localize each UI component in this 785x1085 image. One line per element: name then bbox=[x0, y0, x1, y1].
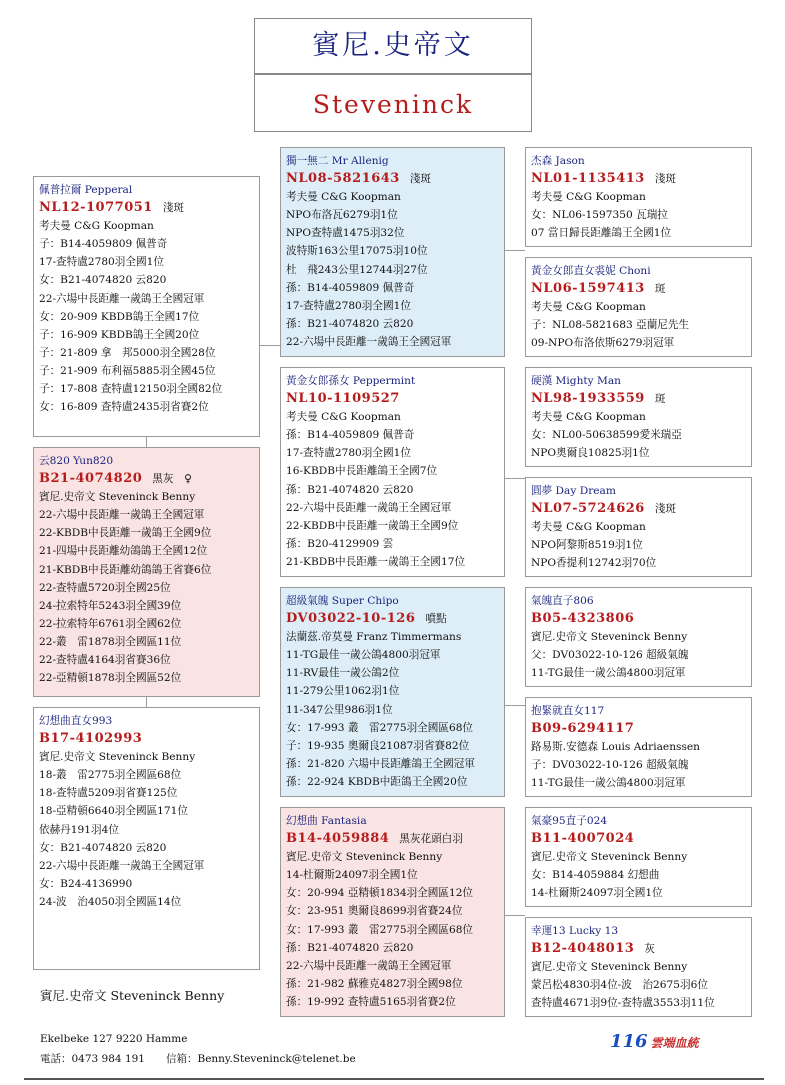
pigeon-name: 黃金女郎孫女 Peppermint bbox=[286, 375, 416, 387]
pedigree-line: 賓尼.史帝文 Steveninck Benny bbox=[286, 851, 443, 864]
ring-number-text: B12-4048013 bbox=[531, 941, 635, 957]
plumage-color: 淺斑 bbox=[654, 173, 677, 186]
ring-number-text: B14-4059884 bbox=[286, 831, 390, 847]
pedigree-line: 子：16-909 KBDB鴿王全國20位 bbox=[39, 328, 200, 341]
pedigree-line: 子：19-935 奧爾良21087羽省賽82位 bbox=[286, 739, 470, 752]
ring-number bbox=[39, 730, 254, 748]
plumage-color: 噴點 bbox=[425, 613, 447, 626]
ring-number bbox=[286, 390, 499, 408]
pedigree-line: 查特盧4671羽9位-查特盧3553羽11位 bbox=[531, 997, 715, 1010]
ring-number bbox=[531, 720, 746, 738]
pedigree-line: 孫：19-992 查特盧5165羽省賽2位 bbox=[286, 995, 456, 1008]
pedigree-line: 波特斯163公里17075羽10位 bbox=[286, 245, 428, 258]
pigeon-name: 幻想曲直女993 bbox=[39, 715, 113, 727]
ring-number bbox=[531, 390, 746, 408]
pedigree-card-q806 bbox=[525, 587, 752, 687]
logo-number: 116 bbox=[610, 1031, 648, 1052]
pigeon-name: 杰森 Jason bbox=[531, 155, 585, 167]
pedigree-line: 賓尼.史帝文 Steveninck Benny bbox=[39, 491, 196, 504]
plumage-color: 斑 bbox=[654, 393, 666, 406]
ring-number bbox=[286, 830, 499, 848]
connector bbox=[505, 478, 525, 479]
connector bbox=[505, 915, 525, 916]
pedigree-line: 子：DV03022-10-126 超級氣魄 bbox=[531, 759, 689, 772]
pedigree-line: 考夫曼 C&G Koopman bbox=[531, 411, 646, 424]
pedigree-line: 22-六場中長距離一歲鴿王全國冠軍 bbox=[286, 501, 452, 514]
pedigree-line: 22-KBDB中長距離一歲鴿王全國9位 bbox=[39, 527, 212, 540]
ring-number-text: NL06-1597413 bbox=[531, 281, 645, 297]
pedigree-line: 22-六場中長距離一歲鴿王全國冠軍 bbox=[286, 959, 452, 972]
pedigree-line: 子：21-809 拿 邦5000羽全國28位 bbox=[39, 346, 216, 359]
ring-number bbox=[531, 830, 746, 848]
pedigree-card-super-chipo bbox=[280, 587, 505, 797]
pedigree-line: 孫：B21-4074820 云820 bbox=[286, 483, 414, 496]
pedigree-card-q024 bbox=[525, 807, 752, 907]
pedigree-line: 女：23-951 奧爾良8699羽省賽24位 bbox=[286, 905, 463, 918]
pedigree-line: 孫：22-924 KBDB中距鴿王全國20位 bbox=[286, 775, 468, 788]
ring-number-text: B05-4323806 bbox=[531, 611, 635, 627]
pedigree-line: 女：20-994 亞精頓1834羽全國區12位 bbox=[286, 887, 474, 900]
ring-number bbox=[286, 170, 499, 188]
pedigree-line: NPO查特盧1475羽32位 bbox=[286, 227, 405, 240]
pedigree-line: 22-查特盧4164羽省賽36位 bbox=[39, 654, 171, 667]
pedigree-line: 17-查特盧2780羽全國1位 bbox=[286, 299, 411, 312]
pedigree-line: 子：NL08-5821683 亞蘭尼先生 bbox=[531, 319, 690, 332]
ring-number-text: DV03022-10-126 bbox=[286, 611, 416, 627]
pedigree-line: 女：NL00-50638599愛米瑞亞 bbox=[531, 429, 682, 442]
pedigree-line: 蒙呂松4830羽4位-波 治2675羽6位 bbox=[531, 979, 708, 992]
ring-number bbox=[531, 610, 746, 628]
pedigree-card-sire bbox=[280, 147, 505, 357]
connector bbox=[146, 697, 147, 707]
plumage-color: 灰 bbox=[644, 943, 655, 956]
plumage-color: 斑 bbox=[654, 283, 666, 296]
ring-number bbox=[531, 280, 746, 298]
cloud-pedigree-logo bbox=[610, 1031, 699, 1052]
ring-number-text: NL12-1077051 bbox=[39, 200, 153, 216]
pedigree-card-subject bbox=[33, 176, 260, 437]
pigeon-name: 獨一無二 Mr Allenig bbox=[286, 155, 389, 167]
pedigree-line: 孫：B20-4129909 雲 bbox=[286, 537, 394, 550]
pigeon-name: 超級氣魄 Super Chipo bbox=[286, 595, 399, 607]
pedigree-line: 21-四場中長距離幼鴿鴿王全國12位 bbox=[39, 545, 208, 558]
ring-number-text: B21-4074820 bbox=[39, 471, 143, 487]
pedigree-line: 18-查特盧5209羽省賽125位 bbox=[39, 787, 178, 800]
pedigree-line: 17-查特盧2780羽全國1位 bbox=[39, 256, 164, 269]
plumage-color: 黑灰花頭白羽 bbox=[399, 833, 463, 846]
pedigree-card-fantasy993 bbox=[33, 707, 260, 970]
pedigree-line: 14-杜爾斯24097羽全國1位 bbox=[531, 887, 663, 900]
connector bbox=[260, 345, 280, 346]
pedigree-line: 22-叢 雷1878羽全國區11位 bbox=[39, 635, 182, 648]
pigeon-name: 佩普拉爾 Pepperal bbox=[39, 184, 133, 196]
pedigree-line: 考夫曼 C&G Koopman bbox=[286, 191, 401, 204]
ring-number bbox=[531, 940, 746, 958]
pedigree-line: 女：B14-4059884 幻想曲 bbox=[531, 869, 660, 882]
connector bbox=[505, 705, 525, 706]
owner-name: 賓尼.史帝文 Steveninck Benny bbox=[40, 988, 225, 1003]
address: Ekelbeke 127 9220 Hamme bbox=[40, 1033, 188, 1045]
pedigree-line: 07 當日歸長距離鴿王全國1位 bbox=[531, 227, 672, 240]
pedigree-line: 賓尼.史帝文 Steveninck Benny bbox=[531, 631, 688, 644]
pedigree-line: 女：NL06-1597350 瓦瑞拉 bbox=[531, 209, 668, 222]
pedigree-line: 女：16-809 查特盧2435羽省賽2位 bbox=[39, 401, 209, 414]
pedigree-line: 17-查特盧2780羽全國1位 bbox=[286, 447, 411, 460]
pigeon-name: 幻想曲 Fantasia bbox=[286, 815, 367, 827]
pedigree-card-fantasia bbox=[280, 807, 505, 1017]
ring-number bbox=[531, 170, 746, 188]
contact-info: 電話：0473 984 191 信箱：Benny.Steveninck@telenet.be bbox=[40, 1053, 356, 1065]
pedigree-line: NPO香提利12742羽70位 bbox=[531, 557, 657, 570]
pedigree-line: 考夫曼 C&G Koopman bbox=[531, 191, 646, 204]
pedigree-line: 18-亞精頓6640羽全國區171位 bbox=[39, 805, 188, 818]
pedigree-line: 11-TG最佳一歲公鴿4800羽冠軍 bbox=[531, 667, 686, 680]
ring-number bbox=[39, 470, 254, 488]
ring-number-text: NL07-5724626 bbox=[531, 501, 645, 517]
pedigree-line: 法蘭茲.帝莫曼 Franz Timmermans bbox=[286, 631, 462, 644]
pedigree-line: 賓尼.史帝文 Steveninck Benny bbox=[531, 851, 688, 864]
pedigree-line: 考夫曼 C&G Koopman bbox=[39, 220, 154, 233]
pedigree-line: 22-拉索特年6761羽全國62位 bbox=[39, 617, 182, 630]
pedigree-line: 孫：B21-4074820 云820 bbox=[286, 317, 414, 330]
pedigree-line: 考夫曼 C&G Koopman bbox=[531, 521, 646, 534]
pedigree-line: 女：20-909 KBDB鴿王全國17位 bbox=[39, 310, 200, 323]
pedigree-line: 16-KBDB中長距離鴿王全國7位 bbox=[286, 465, 438, 478]
pedigree-line: 賓尼.史帝文 Steveninck Benny bbox=[531, 961, 688, 974]
pedigree-line: 女：17-993 叢 雷2775羽全國區68位 bbox=[286, 721, 474, 734]
pigeon-name: 硬漢 Mighty Man bbox=[531, 375, 621, 387]
pedigree-line: 女：B21-4074820 云820 bbox=[39, 274, 167, 287]
pigeon-name: 氣魄直子806 bbox=[531, 595, 594, 607]
ring-number-text: B09-6294117 bbox=[531, 721, 635, 737]
pedigree-line: 孫：B21-4074820 云820 bbox=[286, 941, 414, 954]
pedigree-line: 父：DV03022-10-126 超級氣魄 bbox=[531, 649, 689, 662]
pedigree-line: 22-六場中長距離一歲鴿王全國冠軍 bbox=[39, 292, 205, 305]
pedigree-line: 24-波 治4050羽全國區14位 bbox=[39, 895, 182, 908]
ring-number-text: NL01-1135413 bbox=[531, 171, 645, 187]
pedigree-line: 賓尼.史帝文 Steveninck Benny bbox=[39, 751, 196, 764]
pedigree-line: 21-KBDB中長距離一歲鴿王全國17位 bbox=[286, 555, 466, 568]
pedigree-line: 11-279公里1062羽1位 bbox=[286, 685, 400, 698]
pedigree-card-dam-dam bbox=[525, 477, 752, 577]
pigeon-name: 云820 Yun820 bbox=[39, 455, 114, 467]
plumage-color: 黑灰 ♀ bbox=[152, 473, 192, 486]
pedigree-line: 杜 飛243公里12744羽27位 bbox=[286, 263, 428, 276]
pedigree-line: 依赫丹191羽4位 bbox=[39, 823, 119, 836]
pedigree-line: 21-KBDB中長距離幼鴿鴿王省賽6位 bbox=[39, 563, 212, 576]
pedigree-line: 子：21-909 布利福5885羽全國45位 bbox=[39, 364, 216, 377]
pigeon-name: 圓夢 Day Dream bbox=[531, 485, 616, 497]
pedigree-line: 考夫曼 C&G Koopman bbox=[286, 411, 401, 424]
pedigree-card-yun820 bbox=[33, 447, 260, 697]
pedigree-line: 14-杜爾斯24097羽全國1位 bbox=[286, 869, 418, 882]
logo-text: 雲端血統 bbox=[650, 1036, 699, 1050]
header-name-en: Steveninck bbox=[254, 74, 532, 132]
pedigree-line: 24-拉索特年5243羽全國39位 bbox=[39, 599, 182, 612]
pedigree-line: NPO奧爾良10825羽1位 bbox=[531, 447, 650, 460]
pedigree-line: 22-KBDB中長距離一歲鴿王全國9位 bbox=[286, 519, 459, 532]
pedigree-card-lucky13 bbox=[525, 917, 752, 1017]
pedigree-line: 22-六場中長距離一歲鴿王全國冠軍 bbox=[39, 509, 205, 522]
pedigree-line: 22-六場中長距離一歲鴿王全國冠軍 bbox=[39, 859, 205, 872]
pedigree-card-dam-sire bbox=[525, 367, 752, 467]
pedigree-line: 女：B21-4074820 云820 bbox=[39, 841, 167, 854]
plumage-color: 淺斑 bbox=[654, 503, 677, 516]
pedigree-line: 22-查特盧5720羽全國25位 bbox=[39, 581, 171, 594]
pedigree-line: 子：17-808 查特盧12150羽全國82位 bbox=[39, 383, 223, 396]
plumage-color: 淺斑 bbox=[409, 173, 432, 186]
header-name-cn: 賓尼.史帝文 bbox=[254, 18, 532, 74]
pedigree-line: 孫：B14-4059809 佩普奇 bbox=[286, 281, 415, 294]
ring-number-text: NL98-1933559 bbox=[531, 391, 645, 407]
pedigree-line: 22-六場中長距離一歲鴿王全國冠軍 bbox=[286, 335, 452, 348]
pedigree-card-sire-dam bbox=[525, 257, 752, 357]
ring-number-text: B17-4102993 bbox=[39, 731, 143, 747]
ring-number-text: NL10-1109527 bbox=[286, 391, 400, 407]
ring-number bbox=[531, 500, 746, 518]
pedigree-card-q117 bbox=[525, 697, 752, 797]
pigeon-name: 黃金女郎直女裘妮 Choni bbox=[531, 265, 651, 277]
pedigree-line: NPO布洛瓦6279羽1位 bbox=[286, 209, 398, 222]
pedigree-line: 22-亞精頓1878羽全國區52位 bbox=[39, 672, 182, 685]
pedigree-line: 子：B14-4059809 佩普奇 bbox=[39, 238, 168, 251]
pedigree-line: 11-347公里986羽1位 bbox=[286, 703, 393, 716]
pedigree-line: 09-NPO布洛依斯6279羽冠軍 bbox=[531, 337, 675, 350]
pedigree-line: 孫：B14-4059809 佩普奇 bbox=[286, 429, 415, 442]
ring-number bbox=[39, 199, 254, 217]
pedigree-line: 女：B24-4136990 bbox=[39, 877, 133, 890]
pedigree-line: 11-TG最佳一歲公鴿4800羽冠軍 bbox=[286, 649, 441, 662]
pedigree-line: NPO阿黎斯8519羽1位 bbox=[531, 539, 643, 552]
pedigree-line: 孫：21-820 六場中長距離鴿王全國冠軍 bbox=[286, 757, 475, 770]
pigeon-name: 抱緊就直女117 bbox=[531, 705, 605, 717]
connector bbox=[146, 437, 147, 447]
pigeon-name: 幸運13 Lucky 13 bbox=[531, 925, 619, 937]
ring-number-text: NL08-5821643 bbox=[286, 171, 400, 187]
pedigree-card-sire-sire bbox=[525, 147, 752, 247]
pedigree-line: 女：17-993 叢 雷2775羽全國區68位 bbox=[286, 923, 474, 936]
pedigree-line: 孫：21-982 蘇雅克4827羽全國98位 bbox=[286, 977, 463, 990]
plumage-color: 淺斑 bbox=[162, 202, 185, 215]
ring-number-text: B11-4007024 bbox=[531, 831, 635, 847]
pedigree-line: 11-RV最佳一歲公鴿2位 bbox=[286, 667, 400, 680]
pedigree-card-dam bbox=[280, 367, 505, 577]
ring-number bbox=[286, 610, 499, 628]
footer-divider bbox=[24, 1078, 764, 1080]
pedigree-line: 考夫曼 C&G Koopman bbox=[531, 301, 646, 314]
pedigree-line: 18-叢 雷2775羽全國區68位 bbox=[39, 769, 182, 782]
pedigree-line: 11-TG最佳一歲公鴿4800羽冠軍 bbox=[531, 777, 686, 790]
connector bbox=[505, 250, 525, 251]
pigeon-name: 氣豪95直子024 bbox=[531, 815, 608, 827]
pedigree-line: 路易斯.安德森 Louis Adriaenssen bbox=[531, 741, 700, 754]
